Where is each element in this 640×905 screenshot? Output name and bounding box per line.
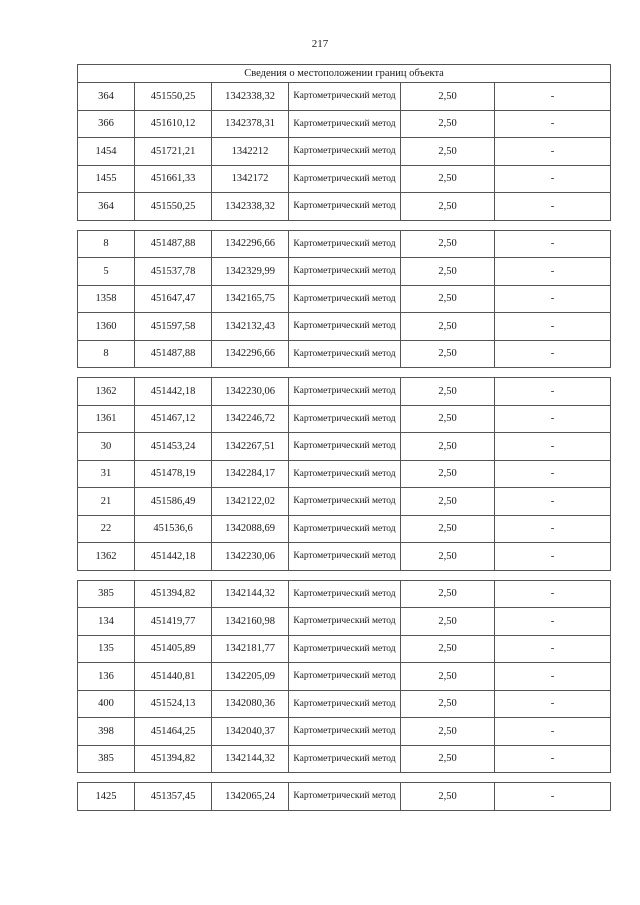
table-row [78, 285, 611, 313]
x-coordinate-cell: 451550,25 [135, 83, 212, 111]
point-number-cell: 398 [78, 718, 135, 746]
method-cell: Картометрический метод [289, 580, 401, 608]
method-cell: Картометрический метод [289, 690, 401, 718]
table-row [78, 718, 611, 746]
x-coordinate-cell: 451487,88 [135, 340, 212, 368]
x-coordinate-cell: 451610,12 [135, 110, 212, 138]
x-coordinate-cell: 451440,81 [135, 663, 212, 691]
description-cell: - [495, 783, 611, 811]
x-coordinate-cell: 451536,6 [135, 515, 212, 543]
point-number-cell: 5 [78, 258, 135, 286]
accuracy-cell: 2,50 [401, 285, 495, 313]
x-coordinate-cell: 451478,19 [135, 460, 212, 488]
separator-cell [78, 773, 611, 783]
method-cell: Картометрический метод [289, 378, 401, 406]
description-cell: - [495, 378, 611, 406]
separator-cell [78, 570, 611, 580]
x-coordinate-cell: 451487,88 [135, 230, 212, 258]
y-coordinate-cell: 1342296,66 [212, 230, 289, 258]
table-row [78, 138, 611, 166]
accuracy-cell: 2,50 [401, 258, 495, 286]
table-row [78, 433, 611, 461]
description-cell: - [495, 83, 611, 111]
x-coordinate-cell: 451442,18 [135, 543, 212, 571]
table-row [78, 193, 611, 221]
method-cell: Картометрический метод [289, 258, 401, 286]
description-cell: - [495, 543, 611, 571]
y-coordinate-cell: 1342378,31 [212, 110, 289, 138]
group-separator [78, 773, 611, 783]
accuracy-cell: 2,50 [401, 433, 495, 461]
accuracy-cell: 2,50 [401, 313, 495, 341]
point-number-cell: 385 [78, 580, 135, 608]
table-row [78, 580, 611, 608]
description-cell: - [495, 488, 611, 516]
y-coordinate-cell: 1342088,69 [212, 515, 289, 543]
x-coordinate-cell: 451537,78 [135, 258, 212, 286]
description-cell: - [495, 718, 611, 746]
accuracy-cell: 2,50 [401, 745, 495, 773]
separator-cell [78, 220, 611, 230]
method-cell: Картометрический метод [289, 313, 401, 341]
method-cell: Картометрический метод [289, 110, 401, 138]
x-coordinate-cell: 451453,24 [135, 433, 212, 461]
accuracy-cell: 2,50 [401, 543, 495, 571]
description-cell: - [495, 635, 611, 663]
x-coordinate-cell: 451464,25 [135, 718, 212, 746]
description-cell: - [495, 515, 611, 543]
point-number-cell: 1360 [78, 313, 135, 341]
accuracy-cell: 2,50 [401, 488, 495, 516]
accuracy-cell: 2,50 [401, 193, 495, 221]
description-cell: - [495, 230, 611, 258]
group-separator [78, 368, 611, 378]
y-coordinate-cell: 1342144,32 [212, 745, 289, 773]
point-number-cell: 31 [78, 460, 135, 488]
point-number-cell: 1362 [78, 543, 135, 571]
accuracy-cell: 2,50 [401, 405, 495, 433]
accuracy-cell: 2,50 [401, 138, 495, 166]
table-row [78, 460, 611, 488]
method-cell: Картометрический метод [289, 340, 401, 368]
method-cell: Картометрический метод [289, 783, 401, 811]
accuracy-cell: 2,50 [401, 718, 495, 746]
x-coordinate-cell: 451357,45 [135, 783, 212, 811]
accuracy-cell: 2,50 [401, 690, 495, 718]
accuracy-cell: 2,50 [401, 340, 495, 368]
x-coordinate-cell: 451394,82 [135, 745, 212, 773]
method-cell: Картометрический метод [289, 138, 401, 166]
description-cell: - [495, 745, 611, 773]
point-number-cell: 21 [78, 488, 135, 516]
description-cell: - [495, 138, 611, 166]
accuracy-cell: 2,50 [401, 608, 495, 636]
separator-cell [78, 368, 611, 378]
accuracy-cell: 2,50 [401, 165, 495, 193]
method-cell: Картометрический метод [289, 745, 401, 773]
y-coordinate-cell: 1342329,99 [212, 258, 289, 286]
table-row [78, 378, 611, 406]
point-number-cell: 364 [78, 193, 135, 221]
y-coordinate-cell: 1342065,24 [212, 783, 289, 811]
point-number-cell: 30 [78, 433, 135, 461]
y-coordinate-cell: 1342338,32 [212, 193, 289, 221]
y-coordinate-cell: 1342165,75 [212, 285, 289, 313]
table-row [78, 230, 611, 258]
x-coordinate-cell: 451419,77 [135, 608, 212, 636]
table-row [78, 258, 611, 286]
accuracy-cell: 2,50 [401, 460, 495, 488]
table-row [78, 745, 611, 773]
point-number-cell: 1358 [78, 285, 135, 313]
method-cell: Картометрический метод [289, 635, 401, 663]
method-cell: Картометрический метод [289, 285, 401, 313]
method-cell: Картометрический метод [289, 433, 401, 461]
method-cell: Картометрический метод [289, 515, 401, 543]
point-number-cell: 400 [78, 690, 135, 718]
table-row [78, 690, 611, 718]
group-separator [78, 220, 611, 230]
y-coordinate-cell: 1342284,17 [212, 460, 289, 488]
accuracy-cell: 2,50 [401, 663, 495, 691]
accuracy-cell: 2,50 [401, 230, 495, 258]
point-number-cell: 8 [78, 340, 135, 368]
table-row [78, 340, 611, 368]
y-coordinate-cell: 1342122,02 [212, 488, 289, 516]
x-coordinate-cell: 451586,49 [135, 488, 212, 516]
table-row [78, 165, 611, 193]
description-cell: - [495, 690, 611, 718]
y-coordinate-cell: 1342160,98 [212, 608, 289, 636]
accuracy-cell: 2,50 [401, 515, 495, 543]
x-coordinate-cell: 451467,12 [135, 405, 212, 433]
point-number-cell: 1361 [78, 405, 135, 433]
y-coordinate-cell: 1342267,51 [212, 433, 289, 461]
method-cell: Картометрический метод [289, 543, 401, 571]
description-cell: - [495, 313, 611, 341]
point-number-cell: 1425 [78, 783, 135, 811]
point-number-cell: 134 [78, 608, 135, 636]
point-number-cell: 1455 [78, 165, 135, 193]
method-cell: Картометрический метод [289, 405, 401, 433]
point-number-cell: 385 [78, 745, 135, 773]
accuracy-cell: 2,50 [401, 635, 495, 663]
table-row [78, 635, 611, 663]
y-coordinate-cell: 1342338,32 [212, 83, 289, 111]
method-cell: Картометрический метод [289, 230, 401, 258]
point-number-cell: 22 [78, 515, 135, 543]
boundary-table [77, 64, 611, 811]
method-cell: Картометрический метод [289, 193, 401, 221]
method-cell: Картометрический метод [289, 718, 401, 746]
y-coordinate-cell: 1342040,37 [212, 718, 289, 746]
description-cell: - [495, 110, 611, 138]
table-row [78, 405, 611, 433]
x-coordinate-cell: 451550,25 [135, 193, 212, 221]
description-cell: - [495, 608, 611, 636]
description-cell: - [495, 258, 611, 286]
description-cell: - [495, 285, 611, 313]
description-cell: - [495, 460, 611, 488]
point-number-cell: 136 [78, 663, 135, 691]
table-row [78, 83, 611, 111]
y-coordinate-cell: 1342212 [212, 138, 289, 166]
point-number-cell: 1454 [78, 138, 135, 166]
x-coordinate-cell: 451442,18 [135, 378, 212, 406]
method-cell: Картометрический метод [289, 83, 401, 111]
table-row [78, 543, 611, 571]
page-number: 217 [311, 38, 329, 50]
method-cell: Картометрический метод [289, 165, 401, 193]
accuracy-cell: 2,50 [401, 580, 495, 608]
point-number-cell: 135 [78, 635, 135, 663]
x-coordinate-cell: 451394,82 [135, 580, 212, 608]
description-cell: - [495, 663, 611, 691]
description-cell: - [495, 433, 611, 461]
y-coordinate-cell: 1342230,06 [212, 543, 289, 571]
table-row [78, 663, 611, 691]
description-cell: - [495, 405, 611, 433]
point-number-cell: 8 [78, 230, 135, 258]
table-row [78, 313, 611, 341]
point-number-cell: 364 [78, 83, 135, 111]
accuracy-cell: 2,50 [401, 83, 495, 111]
table-row [78, 110, 611, 138]
description-cell: - [495, 340, 611, 368]
method-cell: Картометрический метод [289, 608, 401, 636]
x-coordinate-cell: 451524,13 [135, 690, 212, 718]
x-coordinate-cell: 451405,89 [135, 635, 212, 663]
accuracy-cell: 2,50 [401, 378, 495, 406]
y-coordinate-cell: 1342181,77 [212, 635, 289, 663]
y-coordinate-cell: 1342080,36 [212, 690, 289, 718]
point-number-cell: 1362 [78, 378, 135, 406]
y-coordinate-cell: 1342205,09 [212, 663, 289, 691]
x-coordinate-cell: 451661,33 [135, 165, 212, 193]
description-cell: - [495, 580, 611, 608]
y-coordinate-cell: 1342230,06 [212, 378, 289, 406]
y-coordinate-cell: 1342132,43 [212, 313, 289, 341]
description-cell: - [495, 165, 611, 193]
group-separator [78, 570, 611, 580]
point-number-cell: 366 [78, 110, 135, 138]
accuracy-cell: 2,50 [401, 783, 495, 811]
method-cell: Картометрический метод [289, 460, 401, 488]
y-coordinate-cell: 1342144,32 [212, 580, 289, 608]
table-row [78, 783, 611, 811]
table-title: Сведения о местоположении границ объекта [78, 65, 611, 83]
x-coordinate-cell: 451721,21 [135, 138, 212, 166]
method-cell: Картометрический метод [289, 663, 401, 691]
x-coordinate-cell: 451597,58 [135, 313, 212, 341]
y-coordinate-cell: 1342172 [212, 165, 289, 193]
table-header-row [78, 65, 611, 83]
table-row [78, 608, 611, 636]
table-row [78, 488, 611, 516]
x-coordinate-cell: 451647,47 [135, 285, 212, 313]
table-row [78, 515, 611, 543]
y-coordinate-cell: 1342296,66 [212, 340, 289, 368]
accuracy-cell: 2,50 [401, 110, 495, 138]
description-cell: - [495, 193, 611, 221]
y-coordinate-cell: 1342246,72 [212, 405, 289, 433]
method-cell: Картометрический метод [289, 488, 401, 516]
